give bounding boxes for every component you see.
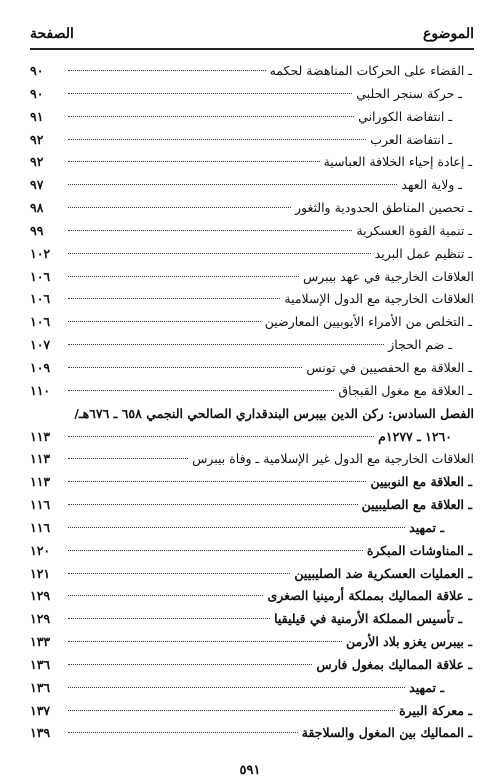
toc-entry [30,471,474,494]
toc-entry-title: ـ بيبرس يغزو بلاد الأرمن [345,634,472,650]
dot-leader [68,276,299,277]
toc-entry [30,311,474,334]
toc-entry-page: ١٠٧ [30,337,51,353]
dot-leader [68,253,371,254]
dot-leader [68,664,312,665]
toc-entry-page: ١١٣ [30,451,51,467]
toc-entry-page: ٩٨ [30,200,44,216]
toc-entry [30,677,474,700]
toc-entry-title: ـ العلاقة مع مغول القبجاق [338,382,472,398]
dot-leader [68,527,405,528]
toc-entry-title: ـ المماليك بين المغول والسلاجقة [301,725,472,741]
toc-entry [30,494,474,517]
toc-entry [30,700,474,723]
toc-entry-page: ١٢٠ [30,542,51,558]
toc-entry-page: ١٣٦ [30,679,51,695]
toc-entry-page: ٩٠ [30,85,44,101]
dot-leader [68,139,366,140]
toc-entry [30,174,474,197]
toc-entry [30,722,474,745]
toc-header [30,24,474,50]
dot-leader [68,70,266,71]
toc-entry-page: ١٢٩ [30,611,51,627]
page-column-heading: الصفحة [30,26,74,42]
toc-entry-title: الفصل السادس: ركن الدين بيبرس البندقداري الصالحي النجمي ٦٥٨ ـ ٦٧٦هـ/ [74,405,474,421]
toc-entry-page: ١١٣ [30,428,51,444]
toc-entry-page: ١٠٩ [30,359,51,375]
toc-entry-title: ١٢٦٠ ـ ١٢٧٧م [378,428,452,444]
toc-entry-title: العلاقات الخارجية في عهد بيبرس [303,268,474,284]
dot-leader [68,504,358,505]
toc-entry-page: ٩٢ [30,131,44,147]
dot-leader [68,687,405,688]
toc-entry-title: ـ علاقة المماليك بمملكة أرمينيا الصغرى [267,588,472,604]
dot-leader [68,321,261,322]
toc-entry [30,83,474,106]
dot-leader [68,298,280,299]
toc-entry [30,357,474,380]
subject-column-heading: الموضوع [423,26,474,42]
toc-entry-title: ـ القضاء على الحركات المناهضة لحكمه [269,63,472,78]
toc-list [30,60,474,745]
dot-leader [68,230,352,231]
dot-leader [68,93,352,94]
dot-leader [68,207,291,208]
page-number: ٥٩١ [239,763,261,778]
toc-entry [30,426,474,449]
dot-leader [68,481,366,482]
toc-entry-title: ـ تأسيس المملكة الأرمنية في قيليقيا [274,611,462,627]
toc-entry-title: ـ انتفاضة الكوراني [358,108,452,124]
dot-leader [68,436,374,437]
toc-entry-page: ٩٩ [30,222,44,238]
dot-leader [68,344,384,345]
dot-leader [68,161,320,162]
toc-entry-page: ١٣٣ [30,634,51,650]
toc-entry-page: ١١٦ [30,497,51,513]
toc-entry-page: ٩٧ [30,177,44,193]
dot-leader [68,710,395,711]
dot-leader [68,458,188,459]
toc-entry [30,517,474,540]
toc-entry-title: ـ تنمية القوة العسكرية [356,222,472,238]
toc-entry [30,106,474,129]
toc-entry-page: ١١٣ [30,474,51,490]
dot-leader [68,595,263,596]
toc-entry [30,197,474,220]
toc-entry [30,448,474,471]
toc-entry-page: ١٣٧ [30,702,51,718]
toc-entry-page: ١٢١ [30,565,51,581]
toc-entry [30,585,474,608]
dot-leader [68,618,270,619]
toc-entry-title: العلاقات الخارجية مع الدول غير الإسلامية ـ وفاة بيبرس [192,451,474,467]
toc-entry-title: ـ ضم الحجاز [388,337,452,353]
toc-entry [30,654,474,677]
toc-entry [30,540,474,563]
toc-entry [30,220,474,243]
toc-entry-title: ـ ولاية العهد [401,177,462,193]
toc-entry-title: ـ العلاقة مع الحفصيين في تونس [306,359,472,375]
toc-entry-title: ـ تمهيد [409,519,444,535]
toc-entry-page: ١٠٦ [30,291,51,307]
toc-entry-title: ـ تنظيم عمل البريد [374,245,472,261]
toc-entry [30,403,474,426]
toc-entry-title: ـ معركة البيرة [399,702,472,718]
toc-entry-page: ٩٠ [30,63,44,78]
dot-leader [68,732,298,733]
dot-leader [68,390,334,391]
toc-entry-page: ١٣٩ [30,725,51,741]
toc-entry [30,334,474,357]
toc-entry-page: ١١٠ [30,382,51,398]
toc-entry-page: ١٣٦ [30,656,51,672]
toc-entry-page: ١٠٦ [30,268,51,284]
toc-entry-title: ـ المناوشات المبكرة [366,542,472,558]
toc-entry-page: ١٠٦ [30,314,51,330]
toc-entry-title: ـ علاقة المماليك بمغول فارس [316,656,472,672]
toc-entry [30,266,474,289]
toc-entry-title: ـ العمليات العسكرية ضد الصليبيين [294,565,472,581]
toc-entry [30,288,474,311]
toc-entry-title: ـ حركة سنجر الحلبي [356,85,462,101]
dot-leader [68,550,363,551]
dot-leader [68,367,302,368]
toc-entry-page: ١٠٢ [30,245,51,261]
toc-entry [30,631,474,654]
toc-entry [30,243,474,266]
toc-entry [30,60,474,83]
toc-entry-title: ـ انتفاضة العرب [370,131,452,147]
toc-entry-page: ١١٦ [30,519,51,535]
toc-entry-title: ـ إعادة إحياء الخلافة العباسية [323,154,472,170]
dot-leader [68,184,397,185]
toc-entry-page: ٩١ [30,108,44,124]
toc-entry-title: ـ العلاقة مع النوبيين [370,474,472,490]
dot-leader [68,641,342,642]
toc-entry-title: العلاقات الخارجية مع الدول الإسلامية [284,291,474,307]
toc-entry [30,608,474,631]
toc-entry [30,563,474,586]
dot-leader [68,573,290,574]
toc-entry-title: ـ تمهيد [409,679,444,695]
toc-entry [30,380,474,403]
toc-entry-title: ـ العلاقة مع الصليبيين [361,497,472,513]
dot-leader [68,116,354,117]
toc-entry-title: ـ تحصين المناطق الحدودية والثغور [294,200,472,216]
toc-entry [30,151,474,174]
toc-entry [30,129,474,152]
toc-entry-page: ٩٢ [30,154,44,170]
toc-entry-title: ـ التخلص من الأمراء الأيوبيين المعارضين [264,314,472,330]
toc-entry-page: ١٢٩ [30,588,51,604]
